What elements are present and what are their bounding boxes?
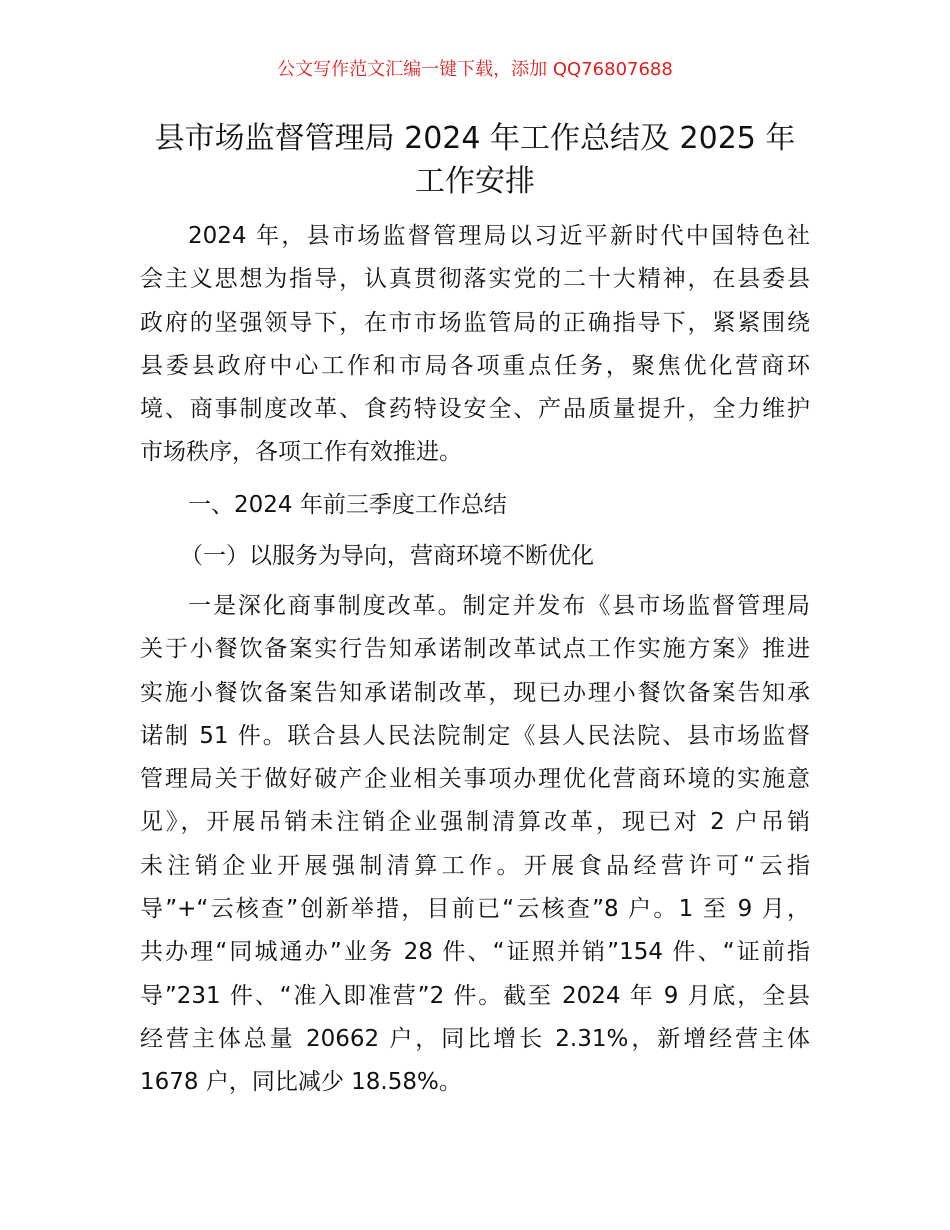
paragraph-line: 市场秩序，各项工作有效推进。: [140, 439, 462, 466]
paragraph-line: 县委县政府中心工作和市局各项重点任务，聚焦优化营商环: [140, 352, 810, 379]
paragraph-line: 境、商事制度改革、食药特设安全、产品质量提升，全力维护: [140, 396, 810, 423]
paragraph-line: 实施小餐饮备案告知承诺制改革，现已办理小餐饮备案告知承: [140, 679, 810, 706]
paragraph-line: 关于小餐饮备案实行告知承诺制改革试点工作实施方案》推进: [140, 636, 810, 663]
title-line-2: 工作安排: [415, 164, 535, 199]
paragraph-line: 诺制 51 件。联合县人民法院制定《县人民法院、县市场监督: [140, 722, 810, 749]
paragraph-line: 未注销企业开展强制清算工作。开展食品经营许可“云指: [140, 852, 810, 879]
subsection-heading: （一）以服务为导向，营商环境不断优化: [180, 543, 594, 569]
download-banner: 公文写作范文汇编一键下载，添加 QQ76807688: [277, 59, 673, 80]
title-line-1: 县市场监督管理局 2024 年工作总结及 2025 年: [154, 121, 796, 156]
paragraph-line: 导”231 件、“准入即准营”2 件。截至 2024 年 9 月底，全县: [140, 982, 810, 1009]
body-paragraph: [140, 585, 810, 1105]
document-title: [100, 117, 850, 203]
paragraph-line: 经营主体总量 20662 户，同比增长 2.31%，新增经营主体: [140, 1025, 810, 1052]
paragraph-line: 导”+“云核查”创新举措，目前已“云核查”8 户。1 至 9 月，: [140, 896, 810, 923]
paragraph-line: 1678 户，同比减少 18.58%。: [140, 1069, 462, 1096]
paragraph-line: 见》，开展吊销未注销企业强制清算改革，现已对 2 户吊销: [140, 809, 810, 836]
paragraph-line: 共办理“同城通办”业务 28 件、“证照并销”154 件、“证前指: [140, 939, 810, 966]
intro-paragraph: [140, 215, 810, 475]
paragraph-line: 管理局关于做好破产企业相关事项办理优化营商环境的实施意: [140, 766, 810, 793]
paragraph-line: 会主义思想为指导，认真贯彻落实党的二十大精神，在县委县: [140, 266, 810, 293]
paragraph-line: 政府的坚强领导下，在市市场监管局的正确指导下，紧紧围绕: [140, 309, 810, 336]
section-heading: 一、2024 年前三季度工作总结: [188, 492, 507, 518]
paragraph-line: 一是深化商事制度改革。制定并发布《县市场监督管理局: [188, 593, 810, 619]
paragraph-line: 2024 年，县市场监督管理局以习近平新时代中国特色社: [188, 223, 810, 249]
